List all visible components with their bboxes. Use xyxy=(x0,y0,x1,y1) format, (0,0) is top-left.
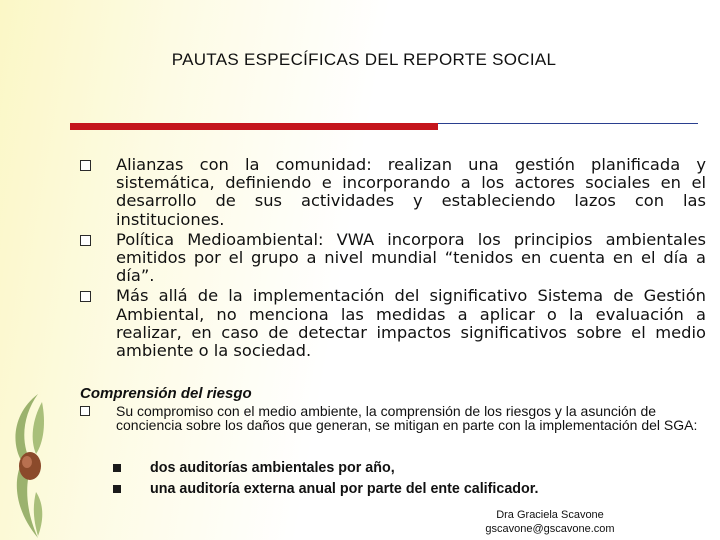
bullet-item xyxy=(80,231,706,286)
hollow-square-icon xyxy=(80,235,91,246)
bullet-item xyxy=(80,156,706,229)
signature xyxy=(460,508,640,536)
bullet-text: Más allá de la implementación del significativo Sistema de Gestión Ambiental, no menciona las medidas a aplicar o la evaluación a realizar, en caso de detectar impactos significativos sobre el medio ambiente o la sociedad. xyxy=(116,286,706,361)
section-heading: Comprensión del riesgo xyxy=(80,385,252,402)
bullet-item xyxy=(80,287,706,360)
sub-bullet-item xyxy=(113,458,539,479)
bullet-list xyxy=(80,156,706,362)
sub-bullet-list xyxy=(113,458,539,500)
title-divider-red xyxy=(70,123,438,130)
title-divider-blue xyxy=(438,123,698,124)
sub-bullet-text: dos auditorías ambientales por año, xyxy=(150,460,395,476)
leaf-logo-icon xyxy=(8,392,52,540)
filled-square-icon xyxy=(113,464,121,472)
slide-title: PAUTAS ESPECÍFICAS DEL REPORTE SOCIAL xyxy=(171,50,557,69)
bullet-text: Política Medioambiental: VWA incorpora los principios ambientales emitidos por el grupo a nivel mundial “tenidos en cuenta en el día a día”. xyxy=(116,229,706,286)
hollow-square-icon xyxy=(80,291,91,302)
section-bullet-item xyxy=(80,404,714,432)
section-bullet-text: Su compromiso con el medio ambiente, la comprensión de los riesgos y la asunción de conciencia sobre los daños que generan, se mitigan en parte con la implementación del SGA: xyxy=(116,403,698,433)
sub-bullet-item xyxy=(113,479,539,500)
sub-bullet-text: una auditoría externa anual por parte del ente calificador. xyxy=(150,481,539,497)
hollow-square-icon xyxy=(80,160,91,171)
hollow-square-icon xyxy=(80,406,90,416)
section-bullet-list xyxy=(80,404,714,432)
bullet-text: Alianzas con la comunidad: realizan una gestión planificada y sistemática, definiendo e incorporando a los actores sociales en el desarrollo de sus actividades y estableciendo lazos con las instituciones. xyxy=(116,155,706,229)
signature-name: Dra Graciela Scavone xyxy=(496,509,604,521)
filled-square-icon xyxy=(113,485,121,493)
signature-email: gscavone@gscavone.com xyxy=(485,523,615,535)
